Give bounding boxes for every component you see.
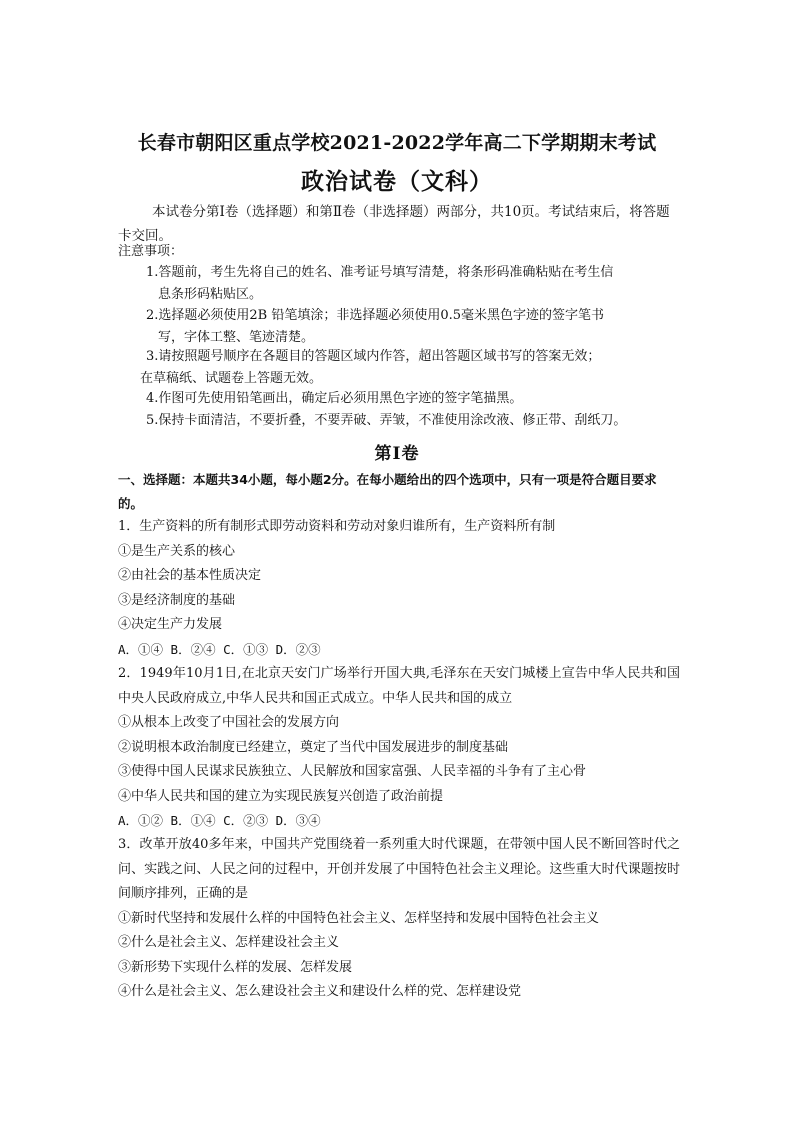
notice-line: 息条形码粘贴区。 — [158, 287, 263, 302]
question-stem: 3．改革开放40多年来，中国共产党围绕着一系列重大时代课题，在带领中国人民不断回答时代之问、实践之问、人民之问的过程中，开创并发展了中国特色社会主义理论。这些重大时代课题按时间顺序排列，正确的是 — [118, 837, 680, 901]
notice-line: 在草稿纸、试题卷上答题无效。 — [140, 371, 323, 386]
exam-subtitle: 政治试卷（文科） — [301, 168, 493, 195]
section-heading: 第Ⅰ卷 — [374, 444, 420, 464]
notice-line: 写，字体工整、笔迹清楚。 — [158, 330, 315, 345]
notice-label: 注意事项： — [118, 244, 184, 259]
notice-line: 1.答题前，考生先将自己的姓名、准考证号填写清楚，将条形码准确粘贴在考生信 — [146, 265, 614, 280]
notice-line: 5.保持卡面清洁，不要折叠，不要弄破、弄皱，不准使用涂改液、修正带、刮纸刀。 — [146, 413, 627, 428]
exam-title: 长春市朝阳区重点学校2021-2022学年高二下学期期末考试 — [137, 132, 657, 154]
question-stem: 1．生产资料的所有制形式即劳动资料和劳动对象归谁所有，生产资料所有制 — [118, 519, 556, 534]
question-option: ③使得中国人民谋求民族独立、人民解放和国家富强、人民幸福的斗争有了主心骨 — [118, 764, 587, 779]
question-option: ④中华人民共和国的建立为实现民族复兴创造了政治前提 — [118, 788, 444, 804]
question-option: ②说明根本政治制度已经建立，奠定了当代中国发展进步的制度基础 — [118, 739, 509, 755]
question-option: ①从根本上改变了中国社会的发展方向 — [118, 715, 340, 730]
question-stem: 2．1949年10月1日,在北京天安门广场举行开国大典,毛泽东在天安门城楼上宣告中华人民共和国中央人民政府成立,中华人民共和国正式成立。中华人民共和国的成立 — [118, 666, 680, 706]
question-option: ③新形势下实现什么样的发展、怎样发展 — [118, 959, 353, 975]
notice-item-2 — [118, 305, 678, 349]
notice-line: 3.请按照题号顺序在各题目的答题区域内作答，超出答题区域书写的答案无效； — [146, 349, 601, 364]
question-option: ②什么是社会主义、怎样建设社会主义 — [118, 935, 340, 950]
notice-item-5 — [118, 410, 678, 432]
section-instructions: 一、选择题：本题共34小题，每小题2分。在每小题给出的四个选项中，只有一项是符合题目要求的。 — [118, 472, 657, 511]
notice-item-1 — [118, 262, 678, 306]
question-option: ①是生产关系的核心 — [118, 543, 236, 559]
exam-intro: 本试卷分第Ⅰ卷（选择题）和第Ⅱ卷（非选择题）两部分，共10页。考试结束后，将答题卡交回。 — [118, 204, 670, 244]
question-option: ③是经济制度的基础 — [118, 592, 236, 608]
question-option: ④决定生产力发展 — [118, 617, 223, 632]
answer-choices: A．①④ B．②④ C．①③ D．②③ — [118, 641, 321, 657]
question-option: ④什么是社会主义、怎么建设社会主义和建设什么样的党、怎样建设党 — [118, 984, 522, 999]
notice-line: 2.选择题必须使用2B 铅笔填涂；非选择题必须使用0.5毫米黑色字迹的签字笔书 — [146, 308, 605, 323]
answer-choices: A．①② B．①④ C．②③ D．③④ — [118, 813, 321, 828]
notice-line: 4.作图可先使用铅笔画出，确定后必须用黑色字迹的签字笔描黑。 — [146, 391, 523, 406]
question-option: ②由社会的基本性质决定 — [118, 568, 262, 583]
question-2 — [118, 662, 680, 834]
question-1 — [118, 515, 680, 662]
question-option: ①新时代坚持和发展什么样的中国特色社会主义、怎样坚持和发展中国特色社会主义 — [118, 910, 600, 926]
notice-item-4 — [118, 388, 678, 410]
notice-item-3 — [118, 346, 678, 390]
question-3 — [118, 833, 680, 1005]
